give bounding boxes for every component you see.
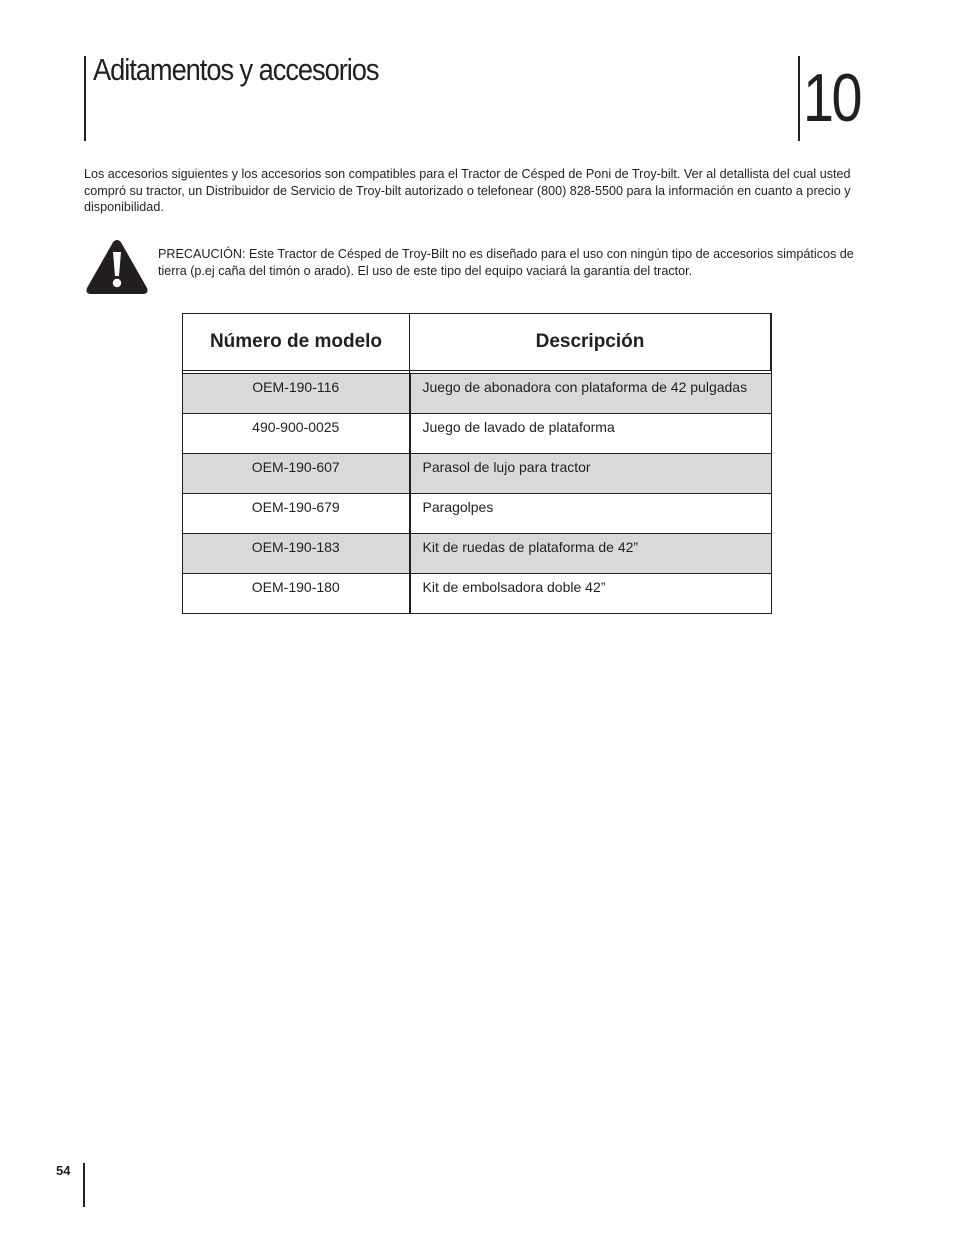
chapter-number: 10 bbox=[803, 60, 861, 136]
intro-paragraph: Los accesorios siguientes y los accesorios son compatibles para el Tractor de Césped de Poni de Troy-bilt. Ver al detallista del cual usted compró su tractor, un Distribuidor de Servicio de Troy-bilt autorizado o telefonear (800) 828-5500 para la información en cuanto a precio y disponibilidad. bbox=[84, 167, 851, 214]
description-cell: Juego de abonadora con plataforma de 42 pulgadas bbox=[410, 374, 772, 414]
page-number: 54 bbox=[56, 1163, 71, 1178]
table-row bbox=[183, 494, 772, 534]
table-row bbox=[183, 534, 772, 574]
title-rule bbox=[84, 56, 86, 141]
description-cell: Kit de embolsadora doble 42” bbox=[410, 574, 772, 614]
footer-rule bbox=[83, 1163, 85, 1207]
description-cell: Paragolpes bbox=[410, 494, 772, 534]
page-title: Aditamentos y accesorios bbox=[93, 52, 379, 87]
model-number-cell: OEM-190-180 bbox=[183, 574, 410, 614]
model-number-cell: OEM-190-116 bbox=[183, 374, 410, 414]
description-cell: Parasol de lujo para tractor bbox=[410, 454, 772, 494]
chapter-rule bbox=[798, 56, 800, 141]
table-header-row bbox=[183, 314, 772, 371]
accessories-table bbox=[182, 313, 772, 614]
table-row bbox=[183, 454, 772, 494]
caution-text: PRECAUCIÓN: Este Tractor de Césped de Troy-Bilt no es diseñado para el uso con ningún tipo de accesorios simpáticos de tierra (p.ej caña del timón o arado). El uso de este tipo del equipo vaciará la garantía del tractor. bbox=[158, 247, 854, 278]
description-cell: Juego de lavado de plataforma bbox=[410, 414, 772, 454]
header-description: Descripción bbox=[410, 314, 772, 371]
table-row bbox=[183, 574, 772, 614]
header-model-number: Número de modelo bbox=[183, 314, 410, 371]
description-cell: Kit de ruedas de plataforma de 42” bbox=[410, 534, 772, 574]
table-row bbox=[183, 414, 772, 454]
model-number-cell: 490-900-0025 bbox=[183, 414, 410, 454]
table-row bbox=[183, 374, 772, 414]
model-number-cell: OEM-190-183 bbox=[183, 534, 410, 574]
warning-triangle-icon bbox=[84, 238, 150, 296]
model-number-cell: OEM-190-679 bbox=[183, 494, 410, 534]
model-number-cell: OEM-190-607 bbox=[183, 454, 410, 494]
